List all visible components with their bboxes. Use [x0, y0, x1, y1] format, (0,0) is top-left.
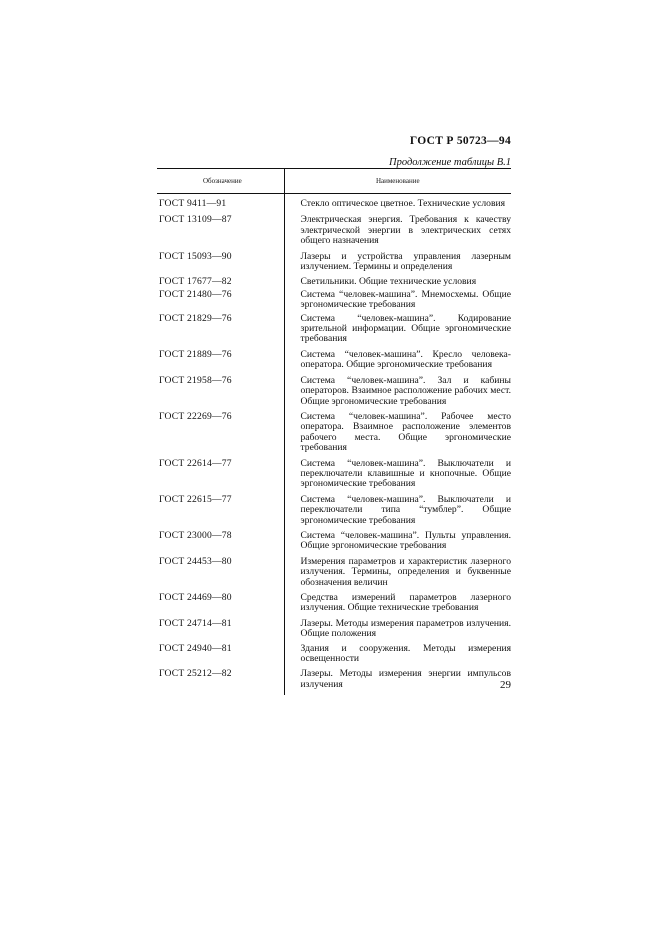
standard-designation: ГОСТ 9411—91: [157, 194, 284, 210]
table-body: [157, 194, 511, 696]
standard-name: Система “человек-машина”. Мнемосхемы. Общие эргономические требования: [300, 288, 511, 311]
standards-table-container: [157, 168, 511, 695]
table-row: [157, 531, 511, 552]
table-row: [157, 314, 511, 345]
table-row: [157, 350, 511, 371]
table-row: [157, 290, 511, 311]
table-row: [157, 459, 511, 490]
standard-name: Система “человек-машина”. Кресло человека-оператора. Общие эргономические требования: [300, 348, 511, 371]
standards-table: [157, 168, 511, 695]
table-row: [157, 376, 511, 407]
page-number: 29: [500, 679, 511, 691]
table-row: [157, 412, 511, 454]
standard-designation: ГОСТ 21889—76: [157, 350, 284, 371]
standard-name: Система “человек-машина”. Выключатели и переключатели клавишные и кнопочные. Общие эргономические требования: [300, 457, 511, 490]
table-row: [157, 557, 511, 588]
standard-designation: ГОСТ 25212—82: [157, 669, 284, 690]
standard-name: Система “человек-машина”. Рабочее место оператора. Взаимное расположение элементов рабочего места. Общие эргономические требования: [300, 410, 511, 454]
standard-designation: ГОСТ 21829—76: [157, 314, 284, 345]
standard-name: Здания и сооружения. Методы измерения освещенности: [300, 642, 511, 665]
standard-designation: ГОСТ 15093—90: [157, 252, 284, 273]
standard-name: Средства измерений параметров лазерного излучения. Общие технические требования: [300, 592, 511, 614]
column-divider-segment: [157, 690, 284, 695]
standard-name: Светильники. Общие технические условия: [300, 276, 477, 288]
standard-name: Система “человек-машина”. Пульты управления. Общие эргономические требования: [300, 529, 511, 552]
table-row: [157, 644, 511, 665]
row-spacer: [157, 690, 511, 695]
standard-name: Электрическая энергия. Требования к качеству электрической энергии в электрических сетях общего назначения: [300, 214, 511, 247]
table-row: [157, 619, 511, 640]
table-row: [157, 593, 511, 614]
table-row: [157, 194, 511, 210]
table-row: [157, 215, 511, 246]
standard-designation: ГОСТ 22614—77: [157, 459, 284, 490]
document-code: ГОСТ Р 50723—94: [409, 135, 511, 147]
column-header-name: Наименование: [284, 169, 511, 194]
standard-name: Система “человек-машина”. Выключатели и переключатели типа “тумблер”. Общие эргономические требования: [300, 493, 511, 526]
standard-designation: ГОСТ 22269—76: [157, 412, 284, 454]
standard-designation: ГОСТ 21958—76: [157, 376, 284, 407]
standard-name: Измерения параметров и характеристик лазерного излучения. Термины, определения и буквенные обозначения величин: [300, 555, 511, 588]
table-row: [157, 277, 511, 287]
standard-name: Стекло оптическое цветное. Технические условия: [300, 198, 506, 209]
standard-designation: ГОСТ 24469—80: [157, 593, 284, 614]
standard-designation: ГОСТ 21480—76: [157, 290, 284, 311]
standard-designation: ГОСТ 24453—80: [157, 557, 284, 588]
standard-designation: ГОСТ 24714—81: [157, 619, 284, 640]
standard-designation: ГОСТ 13109—87: [157, 215, 284, 246]
standard-name: Лазеры и устройства управления лазерным излучением. Термины и определения: [300, 250, 511, 273]
standard-designation: ГОСТ 23000—78: [157, 531, 284, 552]
table-header-row: [157, 169, 511, 194]
standard-designation: ГОСТ 24940—81: [157, 644, 284, 665]
standard-name: Лазеры. Методы измерения параметров излучения. Общие положения: [300, 617, 511, 640]
table-continuation-caption: Продолжение таблицы В.1: [389, 157, 511, 168]
standard-designation: ГОСТ 22615—77: [157, 495, 284, 526]
standard-name: Система “человек-машина”. Зал и кабины операторов. Взаимное расположение рабочих мест. Общие эргономические требования: [300, 374, 511, 407]
standard-name: Лазеры. Методы измерения энергии импульсов излучения: [300, 668, 511, 690]
standard-name: Система “человек-машина”. Кодирование зрительной информации. Общие эргономические требования: [300, 312, 511, 345]
table-row: [157, 252, 511, 273]
standard-designation: ГОСТ 17677—82: [157, 277, 284, 287]
spacer-cell: [284, 690, 511, 695]
table-row: [157, 495, 511, 526]
column-header-designation: Обозначение: [157, 169, 284, 194]
